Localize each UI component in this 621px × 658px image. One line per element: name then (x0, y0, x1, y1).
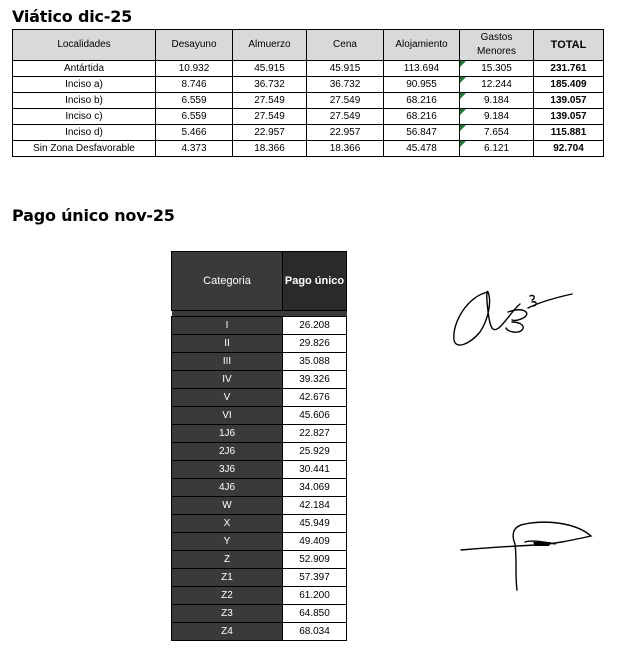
pago-value-cell: 34.069 (283, 479, 347, 497)
pago-row (172, 569, 347, 587)
total-cell: 139.057 (534, 109, 604, 125)
viatico-row (13, 109, 604, 125)
pago-value-cell: 25.929 (283, 443, 347, 461)
pago-value-cell: 22.827 (283, 425, 347, 443)
value-cell: 45.915 (233, 61, 307, 77)
value-cell: 113.694 (384, 61, 460, 77)
pago-value-cell: 45.949 (283, 515, 347, 533)
header-alojamiento: Alojamiento (384, 30, 460, 61)
pago-value-cell: 61.200 (283, 587, 347, 605)
pago-row (172, 533, 347, 551)
categoria-cell: Z3 (172, 605, 283, 623)
pago-row (172, 551, 347, 569)
value-cell: 36.732 (233, 77, 307, 93)
categoria-cell: III (172, 353, 283, 371)
value-cell: 45.478 (384, 141, 460, 157)
pago-row (172, 371, 347, 389)
pago-row (172, 479, 347, 497)
value-cell: 56.847 (384, 125, 460, 141)
value-cell: 8.746 (156, 77, 233, 93)
pago-row (172, 461, 347, 479)
categoria-cell: Z (172, 551, 283, 569)
categoria-cell: II (172, 335, 283, 353)
categoria-cell: 2J6 (172, 443, 283, 461)
pago-value-cell: 64.850 (283, 605, 347, 623)
categoria-cell: 4J6 (172, 479, 283, 497)
categoria-cell: X (172, 515, 283, 533)
pago-value-cell: 52.909 (283, 551, 347, 569)
value-cell: 90.955 (384, 77, 460, 93)
localidad-cell: Inciso d) (13, 125, 156, 141)
pago-row (172, 587, 347, 605)
pago-title: Pago único nov-25 (12, 206, 175, 225)
value-cell: 36.732 (307, 77, 384, 93)
value-cell: 9.184 (460, 109, 534, 125)
pago-value-cell: 45.606 (283, 407, 347, 425)
value-cell: 18.366 (307, 141, 384, 157)
signature-1 (448, 282, 578, 362)
pago-row (172, 353, 347, 371)
pago-row (172, 335, 347, 353)
pago-value-cell: 42.184 (283, 497, 347, 515)
categoria-cell: IV (172, 371, 283, 389)
header-cena: Cena (307, 30, 384, 61)
value-cell: 27.549 (307, 93, 384, 109)
pago-row (172, 515, 347, 533)
pago-value-cell: 35.088 (283, 353, 347, 371)
value-cell: 5.466 (156, 125, 233, 141)
categoria-cell: 3J6 (172, 461, 283, 479)
viatico-row (13, 93, 604, 109)
pago-value-cell: 30.441 (283, 461, 347, 479)
pago-row (172, 425, 347, 443)
header-categoria: Categoria (172, 252, 283, 311)
value-cell: 18.366 (233, 141, 307, 157)
pago-row (172, 389, 347, 407)
pago-row (172, 317, 347, 335)
pago-value-cell: 49.409 (283, 533, 347, 551)
value-cell: 10.932 (156, 61, 233, 77)
pago-value-cell: 39.326 (283, 371, 347, 389)
header-localidades: Localidades (13, 30, 156, 61)
value-cell: 6.559 (156, 109, 233, 125)
categoria-cell: Z1 (172, 569, 283, 587)
value-cell: 27.549 (233, 93, 307, 109)
header-total: TOTAL (534, 30, 604, 61)
header-almuerzo: Almuerzo (233, 30, 307, 61)
pago-value-cell: 26.208 (283, 317, 347, 335)
value-cell: 27.549 (307, 109, 384, 125)
value-cell: 6.559 (156, 93, 233, 109)
viatico-header-row (13, 30, 604, 61)
viatico-title: Viático dic-25 (12, 7, 133, 26)
pago-value-cell: 57.397 (283, 569, 347, 587)
signature-2 (455, 518, 595, 598)
categoria-cell: 1J6 (172, 425, 283, 443)
header-gastos-menores: Gastos Menores (460, 30, 534, 61)
value-cell: 4.373 (156, 141, 233, 157)
categoria-cell: VI (172, 407, 283, 425)
header-pago-unico: Pago único (283, 252, 347, 311)
localidad-cell: Sin Zona Desfavorable (13, 141, 156, 157)
categoria-cell: Y (172, 533, 283, 551)
categoria-cell: Z2 (172, 587, 283, 605)
pago-value-cell: 68.034 (283, 623, 347, 641)
value-cell: 68.216 (384, 93, 460, 109)
categoria-cell: W (172, 497, 283, 515)
viatico-row (13, 77, 604, 93)
total-cell: 185.409 (534, 77, 604, 93)
pago-header-row (172, 252, 347, 311)
categoria-cell: I (172, 317, 283, 335)
pago-row (172, 407, 347, 425)
categoria-cell: Z4 (172, 623, 283, 641)
pago-value-cell: 29.826 (283, 335, 347, 353)
pago-row (172, 497, 347, 515)
categoria-cell: V (172, 389, 283, 407)
pago-row (172, 605, 347, 623)
value-cell: 22.957 (233, 125, 307, 141)
pago-value-cell: 42.676 (283, 389, 347, 407)
total-cell: 115.881 (534, 125, 604, 141)
viatico-row (13, 61, 604, 77)
viatico-row (13, 125, 604, 141)
value-cell: 7.654 (460, 125, 534, 141)
pago-row (172, 443, 347, 461)
localidad-cell: Inciso b) (13, 93, 156, 109)
pago-row (172, 623, 347, 641)
localidad-cell: Inciso c) (13, 109, 156, 125)
viatico-row (13, 141, 604, 157)
localidad-cell: Antártida (13, 61, 156, 77)
header-desayuno: Desayuno (156, 30, 233, 61)
total-cell: 231.761 (534, 61, 604, 77)
total-cell: 92.704 (534, 141, 604, 157)
pago-table (171, 251, 347, 641)
value-cell: 12.244 (460, 77, 534, 93)
value-cell: 22.957 (307, 125, 384, 141)
value-cell: 9.184 (460, 93, 534, 109)
total-cell: 139.057 (534, 93, 604, 109)
viatico-table (12, 29, 604, 157)
value-cell: 27.549 (233, 109, 307, 125)
value-cell: 15.305 (460, 61, 534, 77)
localidad-cell: Inciso a) (13, 77, 156, 93)
value-cell: 45.915 (307, 61, 384, 77)
value-cell: 6.121 (460, 141, 534, 157)
value-cell: 68.216 (384, 109, 460, 125)
